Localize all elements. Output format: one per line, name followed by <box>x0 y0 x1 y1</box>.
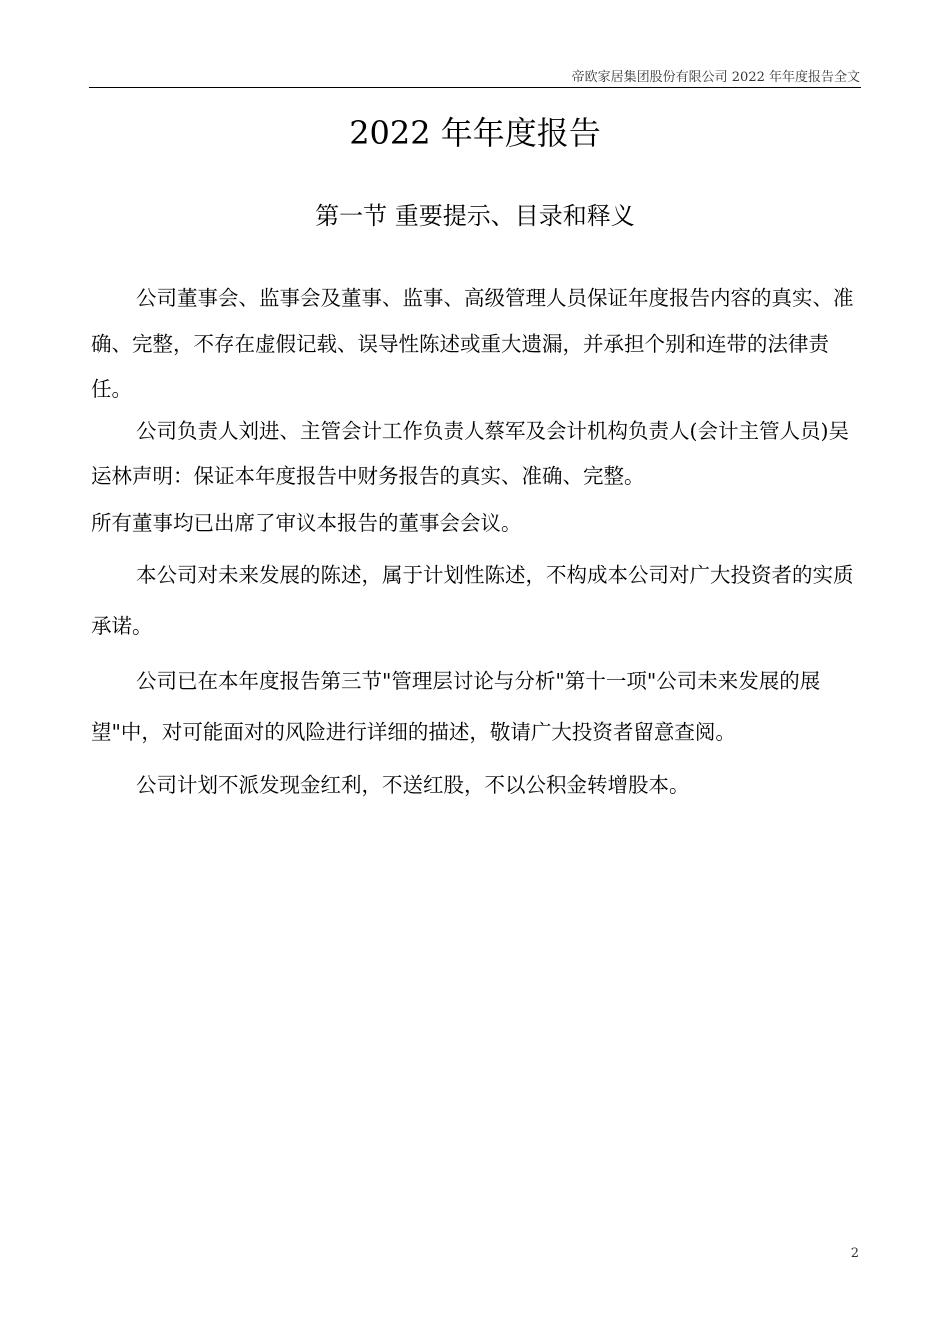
paragraph-risk-notice: 公司已在本年度报告第三节"管理层讨论与分析"第十一项"公司未来发展的展望"中，对可能面对的风险进行详细的描述，敬请广大投资者留意查阅。 <box>91 669 821 744</box>
paragraph-responsible-persons: 公司负责人刘进、主管会计工作负责人蔡军及会计机构负责人(会计主管人员)吴运林声明：保证本年度报告中财务报告的真实、准确、完整。 <box>91 419 849 488</box>
document-title: 2022 年年度报告 <box>349 114 601 152</box>
paragraph-board-guarantee: 公司董事会、监事会及董事、监事、高级管理人员保证年度报告内容的真实、准确、完整，不存在虚假记载、误导性陈述或重大遗漏，并承担个别和连带的法律责任。 <box>91 286 854 401</box>
paragraph-forward-looking: 本公司对未来发展的陈述，属于计划性陈述，不构成本公司对广大投资者的实质承诺。 <box>91 563 854 638</box>
section-title: 第一节 重要提示、目录和释义 <box>315 202 635 230</box>
running-header: 帝欧家居集团股份有限公司 2022 年年度报告全文 <box>571 70 860 85</box>
paragraph-directors-attendance: 所有董事均已出席了审议本报告的董事会会议。 <box>91 511 522 535</box>
header-divider <box>89 87 861 88</box>
page-number: 2 <box>850 1246 859 1261</box>
paragraph-dividend-plan: 公司计划不派发现金红利，不送红股，不以公积金转增股本。 <box>136 773 690 797</box>
